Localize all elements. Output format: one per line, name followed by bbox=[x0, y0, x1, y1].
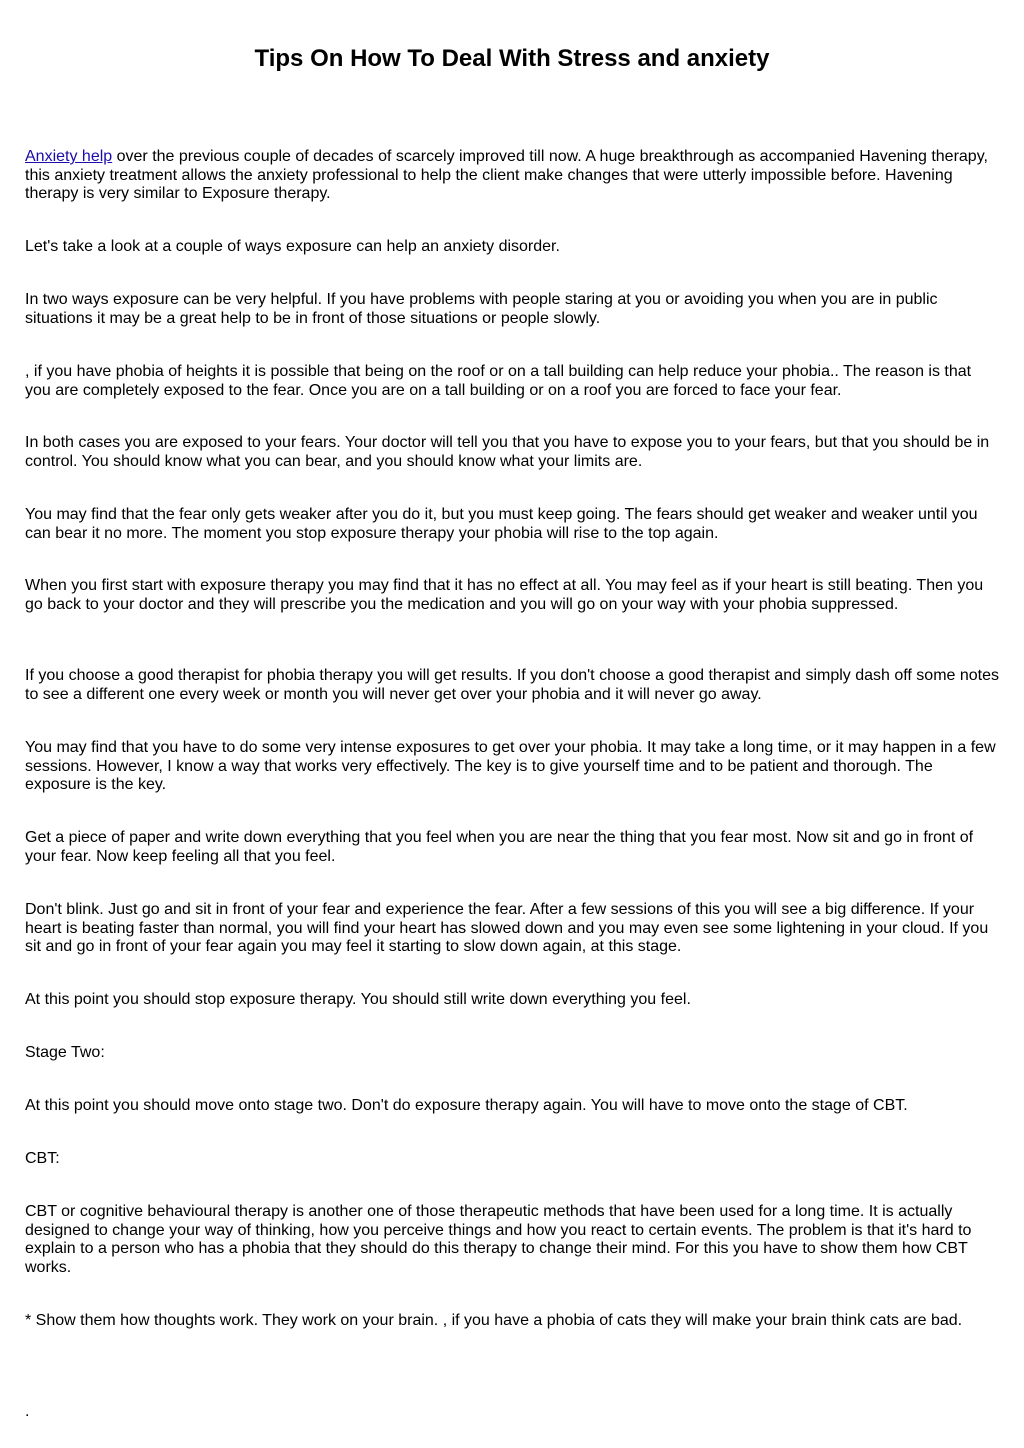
paragraph-12: At this point you should move onto stage two. Don't do exposure therapy again. You will have to move onto the stage of CBT. bbox=[25, 1097, 908, 1114]
paragraph-9: Get a piece of paper and write down everything that you feel when you are near the thing that you fear most. Now sit and go in front of your fear. Now keep feeling all that you feel. bbox=[25, 829, 974, 865]
paragraph-10: Don't blink. Just go and sit in front of your fear and experience the fear. After a few sessions of this you will see a big difference. If your heart is beating faster than normal, you will find your heart has slowed down and you may even see some lightening in your cloud. If you sit and go in front of your fear again you may feel it starting to slow down again, at this stage. bbox=[25, 901, 989, 955]
section-heading-stage-two: Stage Two: bbox=[25, 1044, 105, 1061]
paragraph-5: You may find that the fear only gets weaker after you do it, but you must keep going. The fears should get weaker and weaker until you can bear it no more. The moment you stop exposure therapy your phobia will rise to the top again. bbox=[25, 506, 978, 542]
page-title: Tips On How To Deal With Stress and anxiety bbox=[254, 45, 770, 72]
paragraph-3: , if you have phobia of heights it is possible that being on the roof or on a tall building can help reduce your phobia.. The reason is that you are completely exposed to the fear. Once you are on a tall building or on a roof you are forced to face your fear. bbox=[25, 363, 972, 399]
paragraph-6: When you first start with exposure therapy you may find that it has no effect at all. You may feel as if your heart is still beating. Then you go back to your doctor and they will prescribe you the medication and you will go on your way with your phobia suppressed. bbox=[25, 577, 984, 613]
intro-text: over the previous couple of decades of scarcely improved till now. A huge breakthrough as accompanied Havening therapy, this anxiety treatment allows the anxiety professional to help the client make changes that were utterly impossible before. Havening therapy is very similar to Exposure therapy. bbox=[25, 148, 988, 202]
section-heading-cbt: CBT: bbox=[25, 1150, 60, 1167]
paragraph-4: In both cases you are exposed to your fears. Your doctor will tell you that you have to expose you to your fears, but that you should be in control. You should know what you can bear, and you should know what your limits are. bbox=[25, 434, 990, 470]
paragraph-1: Let's take a look at a couple of ways exposure can help an anxiety disorder. bbox=[25, 238, 560, 255]
paragraph-7: If you choose a good therapist for phobia therapy you will get results. If you don't choose a good therapist and simply dash off some notes to see a different one every week or month you will never get over your phobia and it will never go away. bbox=[25, 667, 1000, 703]
intro-paragraph bbox=[25, 148, 1000, 204]
paragraph-11: At this point you should stop exposure therapy. You should still write down everything you feel. bbox=[25, 991, 691, 1008]
trailing-period: . bbox=[25, 1403, 30, 1420]
paragraph-14: * Show them how thoughts work. They work on your brain. , if you have a phobia of cats they will make your brain think cats are bad. bbox=[25, 1312, 963, 1329]
paragraph-13: CBT or cognitive behavioural therapy is another one of those therapeutic methods that have been used for a long time. It is actually designed to change your way of thinking, how you perceive things and how you react to certain events. The problem is that it's hard to explain to a person who has a phobia that they should do this therapy to change their mind. For this you have to show them how CBT works. bbox=[25, 1203, 972, 1276]
anxiety-help-link[interactable]: Anxiety help bbox=[25, 148, 113, 165]
paragraph-2: In two ways exposure can be very helpful. If you have problems with people staring at you or avoiding you when you are in public situations it may be a great help to be in front of those situations or people slowly. bbox=[25, 291, 938, 327]
paragraph-8: You may find that you have to do some very intense exposures to get over your phobia. It may take a long time, or it may happen in a few sessions. However, I know a way that works very effectively. The key is to give yourself time and to be patient and thorough. The exposure is the key. bbox=[25, 739, 996, 793]
